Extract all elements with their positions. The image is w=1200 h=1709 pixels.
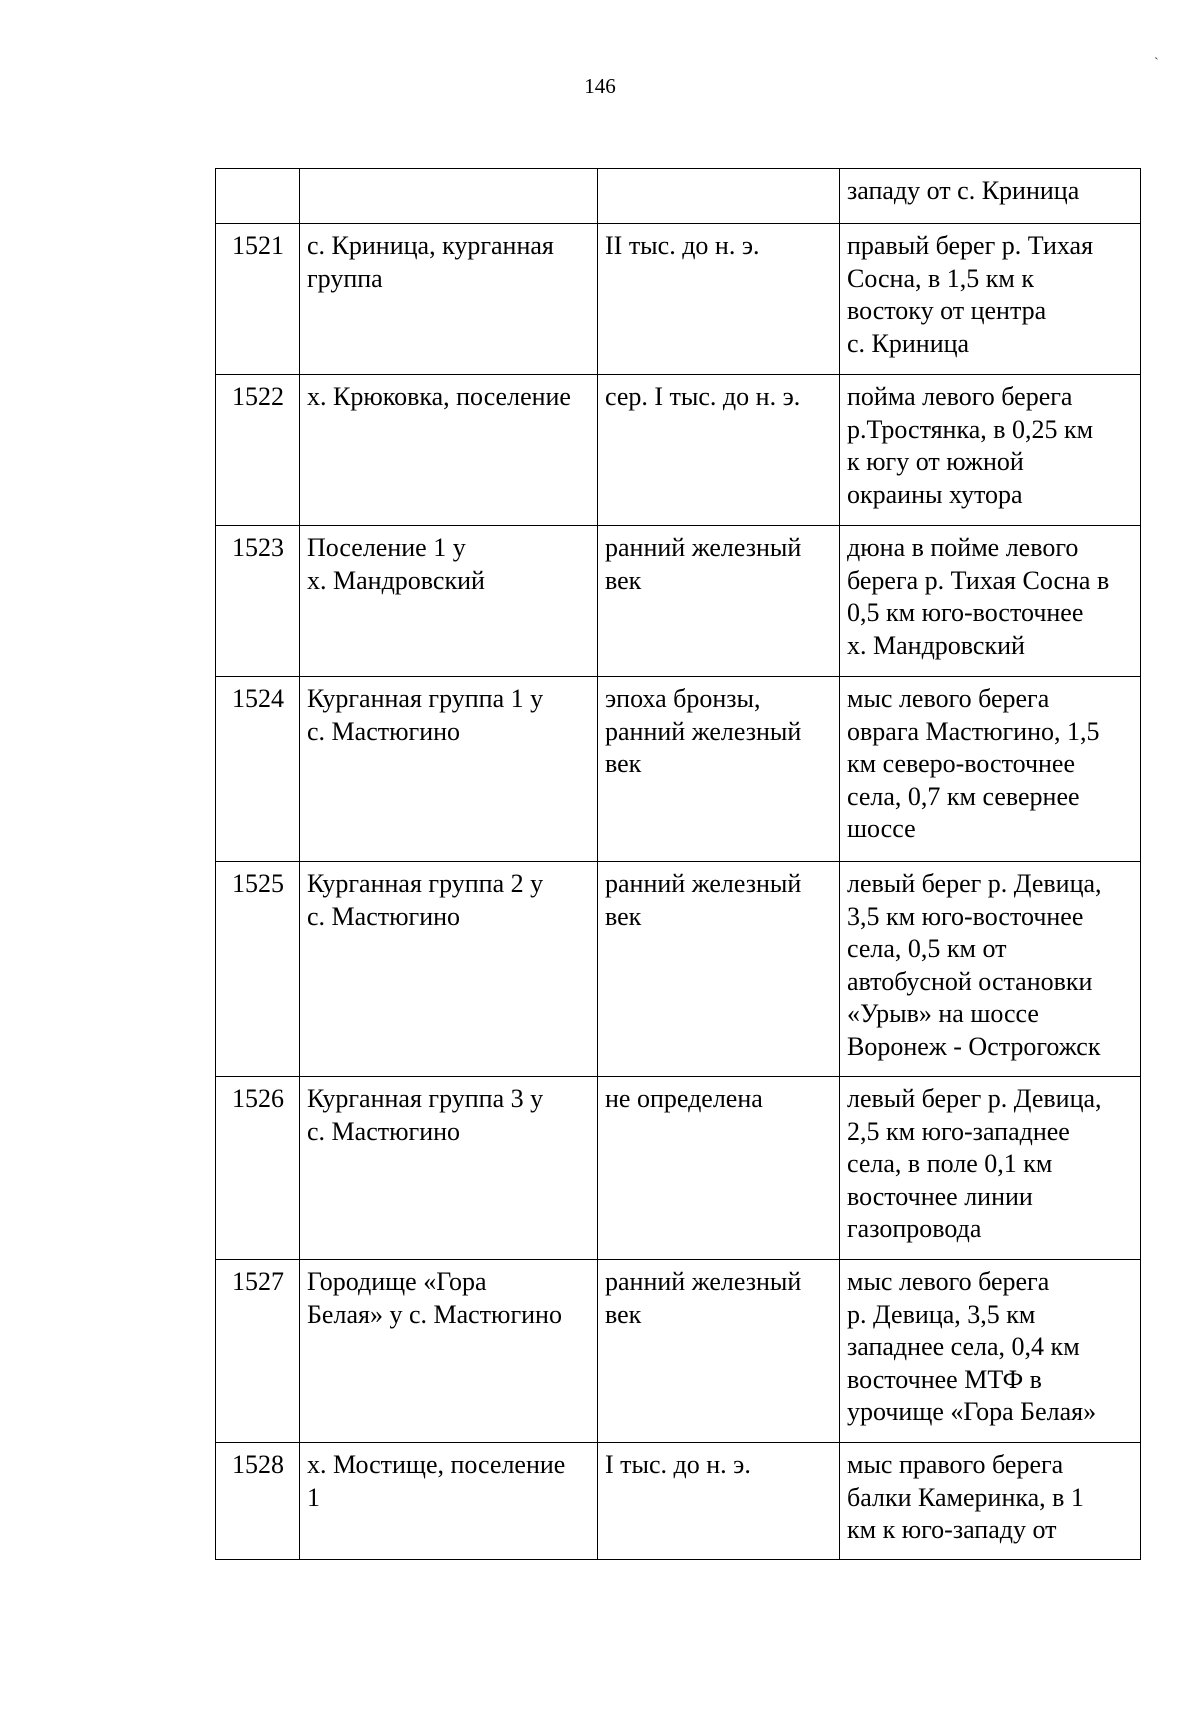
scan-mark: ` — [1154, 56, 1159, 71]
table-row — [216, 677, 1141, 862]
object-location: левый берег р. Девица, 2,5 км юго-западнее села, в поле 0,1 км восточнее линии газопровода — [840, 1077, 1141, 1260]
object-name: х. Крюковка, поселение — [300, 375, 598, 526]
object-number: 1521 — [216, 224, 300, 375]
object-date — [598, 169, 840, 224]
object-name: Курганная группа 3 у с. Мастюгино — [300, 1077, 598, 1260]
object-name: Поселение 1 у х. Мандровский — [300, 526, 598, 677]
object-number: 1528 — [216, 1443, 300, 1560]
object-date: ранний железный век — [598, 1260, 840, 1443]
object-name: Курганная группа 1 у с. Мастюгино — [300, 677, 598, 862]
object-date: эпоха бронзы, ранний железный век — [598, 677, 840, 862]
object-number: 1527 — [216, 1260, 300, 1443]
object-number: 1523 — [216, 526, 300, 677]
table-row — [216, 169, 1141, 224]
object-name: Городище «Гора Белая» у с. Мастюгино — [300, 1260, 598, 1443]
object-location: левый берег р. Девица, 3,5 км юго-восточнее села, 0,5 км от автобусной остановки «Урыв» на шоссе Воронеж - Острогожск — [840, 862, 1141, 1077]
object-number: 1524 — [216, 677, 300, 862]
object-location: западу от с. Криница — [840, 169, 1141, 224]
object-number: 1522 — [216, 375, 300, 526]
heritage-registry-table — [215, 168, 1141, 1560]
table-row — [216, 224, 1141, 375]
object-name: с. Криница, курганная группа — [300, 224, 598, 375]
object-location: мыс левого берега р. Девица, 3,5 км западнее села, 0,4 км восточнее МТФ в урочище «Гора Белая» — [840, 1260, 1141, 1443]
object-name: Курганная группа 2 у с. Мастюгино — [300, 862, 598, 1077]
object-date: сер. I тыс. до н. э. — [598, 375, 840, 526]
object-name — [300, 169, 598, 224]
object-number: 1525 — [216, 862, 300, 1077]
object-location: мыс правого берега балки Камеринка, в 1 км к юго-западу от — [840, 1443, 1141, 1560]
object-location: дюна в пойме левого берега р. Тихая Сосна в 0,5 км юго-восточнее х. Мандровский — [840, 526, 1141, 677]
object-date: II тыс. до н. э. — [598, 224, 840, 375]
object-date: не определена — [598, 1077, 840, 1260]
object-number: 1526 — [216, 1077, 300, 1260]
table-row — [216, 1443, 1141, 1560]
table-row — [216, 526, 1141, 677]
object-location: правый берег р. Тихая Сосна, в 1,5 км к востоку от центра с. Криница — [840, 224, 1141, 375]
object-number — [216, 169, 300, 224]
object-location: пойма левого берега р.Тростянка, в 0,25 км к югу от южной окраины хутора — [840, 375, 1141, 526]
object-date: ранний железный век — [598, 526, 840, 677]
table-row — [216, 375, 1141, 526]
object-date: ранний железный век — [598, 862, 840, 1077]
table-row — [216, 862, 1141, 1077]
table-row — [216, 1260, 1141, 1443]
page-number: 146 — [584, 74, 616, 98]
object-name: х. Мостище, поселение 1 — [300, 1443, 598, 1560]
object-location: мыс левого берега оврага Мастюгино, 1,5 км северо-восточнее села, 0,7 км севернее шоссе — [840, 677, 1141, 862]
table-row — [216, 1077, 1141, 1260]
object-date: I тыс. до н. э. — [598, 1443, 840, 1560]
